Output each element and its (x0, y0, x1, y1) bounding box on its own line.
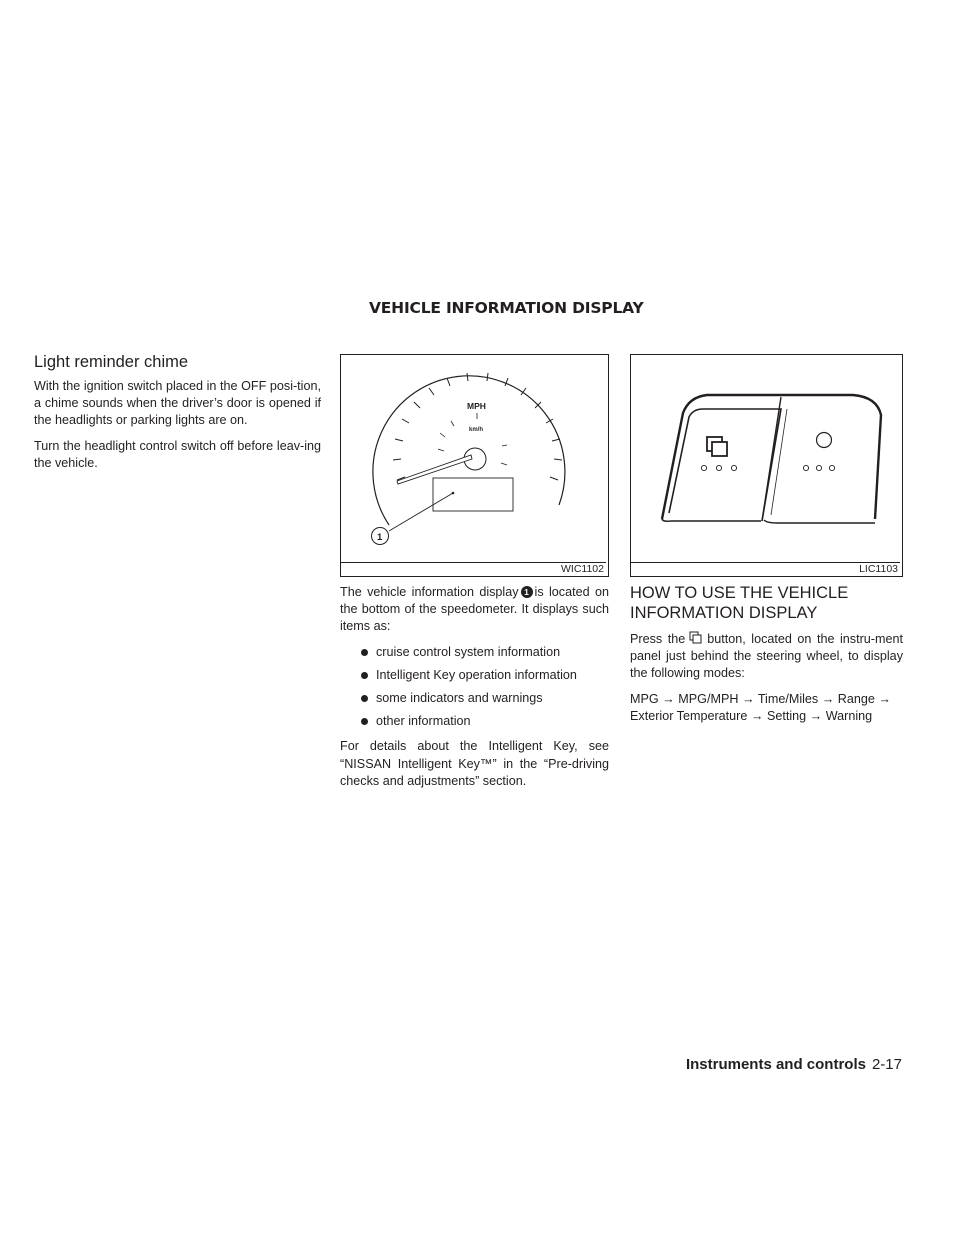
press-text-before: Press the (630, 632, 686, 646)
kmh-label: km/h (469, 427, 484, 433)
figure-code-wic1102: WIC1102 (341, 562, 606, 576)
callout-leader (389, 493, 453, 531)
right-column (630, 583, 903, 733)
reset-button-icon (817, 433, 832, 448)
middle-column (340, 584, 609, 798)
speedometer-figure (340, 354, 609, 577)
light-reminder-heading: Light reminder chime (34, 353, 189, 371)
info-button-icon (712, 442, 727, 456)
list-item: other information (360, 713, 609, 730)
list-item: some indicators and warnings (360, 690, 609, 707)
intelligent-key-reference: For details about the Intelligent Key, see “NISSAN Intelligent Key™” in the “Pre-driving checks and adjustments” section. (340, 739, 609, 788)
page-footer (686, 1056, 902, 1073)
intro-text-after: is located on the bottom of the speedometer. It displays such items as: (340, 585, 609, 634)
display-items-list (340, 644, 609, 731)
left-column (34, 352, 321, 480)
list-item: Intelligent Key operation information (360, 667, 609, 684)
display-modes-sequence: MPG → MPG/MPH → Time/Miles → Range → Exterior Temperature → Setting → Warning (630, 691, 892, 723)
callout-1-number: 1 (377, 532, 383, 543)
speedometer-illustration (341, 355, 608, 562)
information-display-window (433, 478, 513, 511)
switch-panel-figure (630, 354, 903, 577)
light-reminder-paragraph-1: With the ignition switch placed in the OFF posi-tion, a chime sounds when the driver’s door is opened if the headlights or parking lights are on. (34, 379, 321, 428)
vehicle-info-intro (340, 584, 609, 636)
mph-label: MPH (467, 401, 486, 411)
callout-1-inline: 1 (521, 586, 533, 598)
page-number: 2-17 (871, 1056, 902, 1073)
intro-text-before: The vehicle information display (340, 585, 519, 599)
switch-panel-illustration (631, 355, 902, 562)
section-title: VEHICLE INFORMATION DISPLAY (369, 299, 644, 317)
light-reminder-paragraph-2: Turn the headlight control switch off before leav-ing the vehicle. (34, 438, 321, 470)
footer-section-name: Instruments and controls (685, 1056, 866, 1073)
press-button-paragraph (630, 631, 903, 683)
figure-code-lic1103: LIC1103 (631, 562, 900, 576)
press-text-after: button, located on the instru-ment panel just behind the steering wheel, to display the following modes: (630, 632, 903, 681)
list-item: cruise control system information (360, 644, 609, 661)
info-button-inline-icon (689, 631, 703, 644)
how-to-use-heading: HOW TO USE THE VEHICLE INFORMATION DISPLAY (630, 584, 849, 622)
